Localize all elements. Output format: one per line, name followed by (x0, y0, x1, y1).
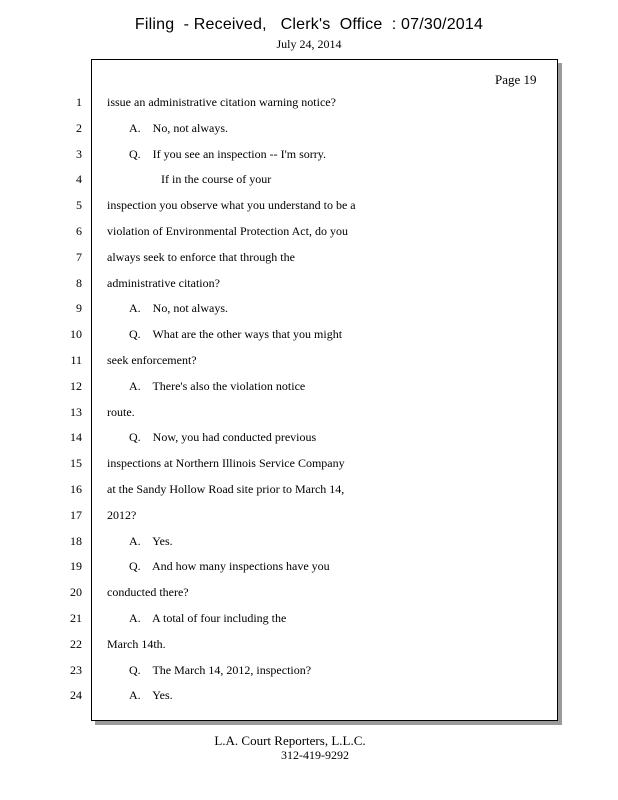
line-text: If in the course of your (161, 172, 272, 186)
line-text: always seek to enforce that through the (107, 250, 295, 264)
line-text: Q. Now, you had conducted previous (129, 430, 317, 444)
line-number: 1 (76, 95, 82, 109)
line-text: Q. If you see an inspection -- I'm sorry. (129, 147, 326, 161)
line-text: A. There's also the violation notice (129, 379, 306, 393)
line-text: at the Sandy Hollow Road site prior to March 14, (107, 482, 345, 496)
line-number: 13 (70, 405, 82, 419)
line-number: 3 (76, 147, 82, 161)
line-number: 21 (70, 611, 82, 625)
line-number: 2 (76, 121, 82, 135)
reporter-company: L.A. Court Reporters, L.L.C. (214, 733, 366, 748)
line-text: inspection you observe what you understand to be a (107, 198, 356, 212)
line-text: Q. The March 14, 2012, inspection? (129, 663, 312, 677)
line-text: A. No, not always. (129, 301, 228, 315)
line-text: Q. What are the other ways that you might (129, 327, 343, 341)
line-text: conducted there? (107, 585, 189, 599)
line-number: 22 (70, 637, 82, 651)
line-number: 10 (70, 327, 82, 341)
line-number: 7 (76, 250, 82, 264)
transcript-date: July 24, 2014 (276, 37, 342, 51)
line-number: 8 (76, 276, 82, 290)
line-number: 11 (70, 353, 82, 367)
line-number: 18 (70, 534, 82, 548)
line-text: route. (107, 405, 135, 419)
line-text: A. A total of four including the (129, 611, 287, 625)
line-text: issue an administrative citation warning notice? (107, 95, 336, 109)
line-text: Q. And how many inspections have you (129, 559, 330, 573)
line-number: 23 (70, 663, 82, 677)
line-number: 4 (76, 172, 82, 186)
line-text: seek enforcement? (107, 353, 197, 367)
line-number: 15 (70, 456, 82, 470)
line-text: A. Yes. (129, 688, 173, 702)
line-text: administrative citation? (107, 276, 220, 290)
line-number: 20 (70, 585, 82, 599)
line-number: 14 (70, 430, 82, 444)
reporter-phone: 312-419-9292 (281, 748, 349, 762)
line-number: 12 (70, 379, 82, 393)
line-text: 2012? (107, 508, 137, 522)
page-number: Page 19 (495, 72, 537, 87)
line-text: March 14th. (107, 637, 166, 651)
line-text: A. Yes. (129, 534, 173, 548)
filing-stamp: Filing - Received, Clerk's Office : 07/30/2014 (134, 16, 484, 33)
line-number: 6 (76, 224, 82, 238)
line-text: A. No, not always. (129, 121, 228, 135)
line-text: violation of Environmental Protection Act, do you (107, 224, 348, 238)
line-number: 24 (70, 688, 82, 702)
line-number: 5 (76, 198, 82, 212)
line-number: 16 (70, 482, 82, 496)
line-text: inspections at Northern Illinois Service Company (107, 456, 345, 470)
line-number: 17 (70, 508, 82, 522)
line-number: 19 (70, 559, 82, 573)
line-number: 9 (76, 301, 82, 315)
